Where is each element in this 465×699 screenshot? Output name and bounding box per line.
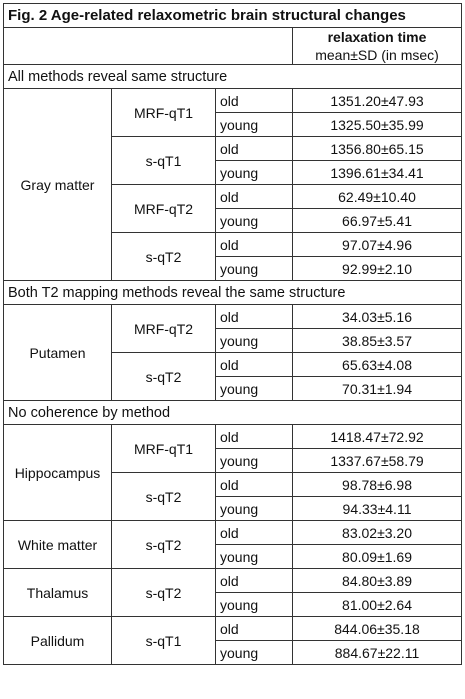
group-cell: young [216, 161, 293, 185]
value-cell: 70.31±1.94 [293, 377, 462, 401]
value-cell: 62.49±10.40 [293, 185, 462, 209]
value-cell: 1325.50±35.99 [293, 113, 462, 137]
table-row [4, 305, 462, 329]
group-cell: old [216, 521, 293, 545]
value-cell: 844.06±35.18 [293, 617, 462, 641]
table-row [4, 569, 462, 593]
value-cell: 34.03±5.16 [293, 305, 462, 329]
table-wrapper [3, 3, 462, 665]
method-cell: s-qT2 [112, 353, 216, 401]
relaxometry-table [3, 3, 462, 665]
group-cell: young [216, 257, 293, 281]
table-row [4, 521, 462, 545]
group-cell: old [216, 89, 293, 113]
method-cell: s-qT2 [112, 233, 216, 281]
section-row [4, 281, 462, 305]
method-cell: MRF-qT1 [112, 425, 216, 473]
method-cell: MRF-qT2 [112, 305, 216, 353]
structure-cell: Pallidum [4, 617, 112, 665]
group-cell: young [216, 377, 293, 401]
group-cell: old [216, 137, 293, 161]
group-cell: old [216, 617, 293, 641]
group-cell: old [216, 233, 293, 257]
section-heading: Both T2 mapping methods reveal the same structure [4, 281, 462, 305]
group-cell: young [216, 545, 293, 569]
value-cell: 1396.61±34.41 [293, 161, 462, 185]
structure-cell: Hippocampus [4, 425, 112, 521]
header-line-1: relaxation time [327, 29, 427, 45]
value-cell: 97.07±4.96 [293, 233, 462, 257]
method-cell: s-qT1 [112, 137, 216, 185]
group-cell: old [216, 305, 293, 329]
group-cell: old [216, 473, 293, 497]
table-row [4, 425, 462, 449]
method-cell: s-qT2 [112, 473, 216, 521]
value-cell: 92.99±2.10 [293, 257, 462, 281]
table-row [4, 89, 462, 113]
method-cell: s-qT2 [112, 521, 216, 569]
value-cell: 1337.67±58.79 [293, 449, 462, 473]
structure-cell: Putamen [4, 305, 112, 401]
structure-cell: Thalamus [4, 569, 112, 617]
group-cell: young [216, 113, 293, 137]
section-row [4, 401, 462, 425]
group-cell: young [216, 593, 293, 617]
value-cell: 83.02±3.20 [293, 521, 462, 545]
value-cell: 80.09±1.69 [293, 545, 462, 569]
group-cell: young [216, 209, 293, 233]
section-row [4, 65, 462, 89]
header-blank-cell [4, 28, 293, 65]
column-header [293, 28, 462, 65]
header-row [4, 28, 462, 65]
value-cell: 81.00±2.64 [293, 593, 462, 617]
group-cell: old [216, 185, 293, 209]
group-cell: young [216, 329, 293, 353]
value-cell: 1356.80±65.15 [293, 137, 462, 161]
value-cell: 66.97±5.41 [293, 209, 462, 233]
value-cell: 84.80±3.89 [293, 569, 462, 593]
group-cell: old [216, 569, 293, 593]
value-cell: 94.33±4.11 [293, 497, 462, 521]
table-title: Fig. 2 Age-related relaxometric brain structural changes [4, 4, 462, 28]
value-cell: 65.63±4.08 [293, 353, 462, 377]
section-heading: All methods reveal same structure [4, 65, 462, 89]
method-cell: s-qT2 [112, 569, 216, 617]
method-cell: MRF-qT2 [112, 185, 216, 233]
group-cell: young [216, 449, 293, 473]
group-cell: old [216, 425, 293, 449]
title-row [4, 4, 462, 28]
value-cell: 98.78±6.98 [293, 473, 462, 497]
method-cell: s-qT1 [112, 617, 216, 665]
structure-cell: Gray matter [4, 89, 112, 281]
header-line-2: mean±SD (in msec) [315, 47, 439, 63]
value-cell: 884.67±22.11 [293, 641, 462, 665]
section-heading: No coherence by method [4, 401, 462, 425]
value-cell: 38.85±3.57 [293, 329, 462, 353]
method-cell: MRF-qT1 [112, 89, 216, 137]
group-cell: young [216, 497, 293, 521]
value-cell: 1351.20±47.93 [293, 89, 462, 113]
structure-cell: White matter [4, 521, 112, 569]
value-cell: 1418.47±72.92 [293, 425, 462, 449]
table-row [4, 617, 462, 641]
group-cell: young [216, 641, 293, 665]
group-cell: old [216, 353, 293, 377]
